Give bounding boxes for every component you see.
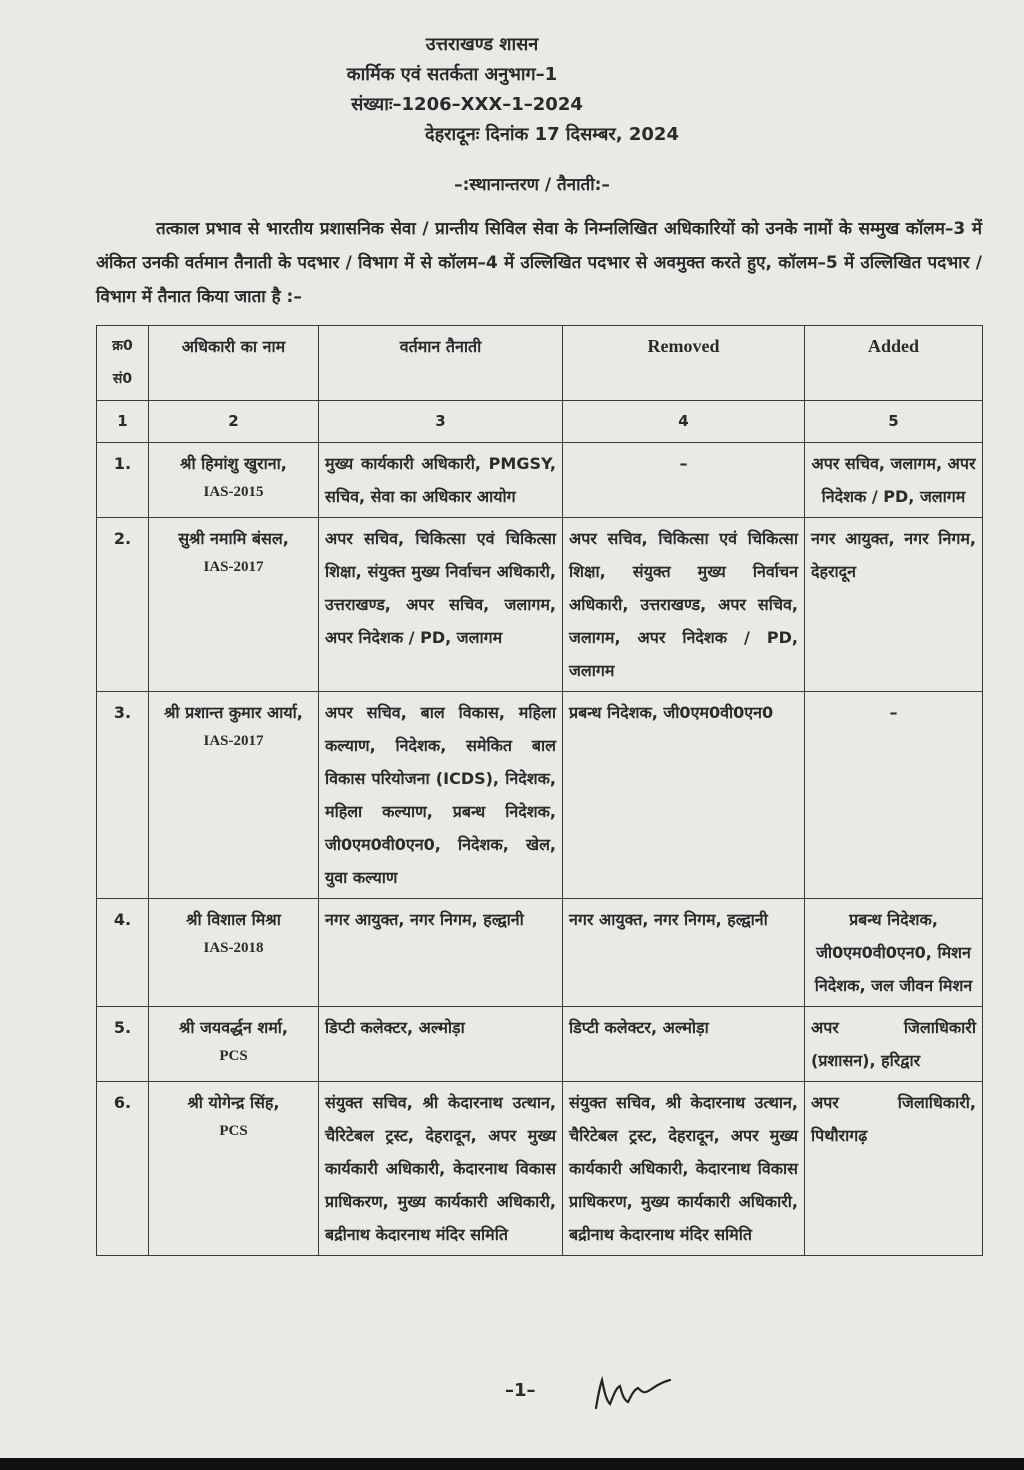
order-number: संख्याः–1206–XXX–1–2024 [351, 94, 583, 115]
serial-number: 1. [97, 443, 149, 518]
document-header [0, 30, 1024, 150]
serial-number: 4. [97, 899, 149, 1007]
table-row [97, 443, 983, 518]
header-officer-name: अधिकारी का नाम [149, 326, 319, 401]
header-removed: Removed [563, 326, 805, 401]
transfer-table [96, 325, 983, 1256]
current-posting: संयुक्त सचिव, श्री केदारनाथ उत्थान, चैरिटेबल ट्रस्ट, देहरादून, अपर मुख्य कार्यकारी अधिकारी, केदारनाथ विकास प्राधिकरण, मुख्य कार्यकारी अधिकारी, बद्रीनाथ केदारनाथ मंदिर समिति [319, 1082, 563, 1256]
table-row [97, 518, 983, 692]
removed-posting: प्रबन्ध निदेशक, जी0एम0वी0एन0 [563, 692, 805, 899]
table-row [97, 1007, 983, 1082]
header-current-posting: वर्तमान तैनाती [319, 326, 563, 401]
removed-posting: अपर सचिव, चिकित्सा एवं चिकित्सा शिक्षा, संयुक्त मुख्य निर्वाचन अधिकारी, उत्तराखण्ड, अपर सचिव, जलागम, अपर निदेशक / PD, जलागम [563, 518, 805, 692]
removed-posting: – [563, 443, 805, 518]
officer-service: PCS [219, 1048, 248, 1064]
officer-service: IAS-2017 [203, 559, 264, 575]
officer-cell [149, 899, 319, 1007]
column-number: 1 [97, 401, 149, 443]
officer-name: श्री हिमांशु खुराना, [180, 454, 287, 473]
government-name: उत्तराखण्ड शासन [425, 34, 539, 55]
header-serial: क्र0 सं0 [97, 326, 149, 401]
serial-number: 5. [97, 1007, 149, 1082]
officer-name: श्री जयवर्द्धन शर्मा, [179, 1018, 288, 1037]
officer-service: IAS-2015 [203, 484, 264, 500]
removed-posting: नगर आयुक्त, नगर निगम, हल्द्वानी [563, 899, 805, 1007]
added-posting: नगर आयुक्त, नगर निगम, देहरादून [805, 518, 983, 692]
current-posting: नगर आयुक्त, नगर निगम, हल्द्वानी [319, 899, 563, 1007]
header-added: Added [805, 326, 983, 401]
added-posting: प्रबन्ध निदेशक, जी0एम0वी0एन0, मिशन निदेशक, जल जीवन मिशन [805, 899, 983, 1007]
intro-paragraph: तत्काल प्रभाव से भारतीय प्रशासनिक सेवा / प्रान्तीय सिविल सेवा के निम्नलिखित अधिकारियों को उनके नामों के सम्मुख कॉलम–3 में अंकित उनकी वर्तमान तैनाती के पदभार / विभाग में से कॉलम–4 में उल्लिखित पदभार से अवमुक्त करते हुए, कॉलम–5 में उल्लिखित पदभार / विभाग में तैनात किया जाता है :– [96, 219, 982, 307]
column-number: 3 [319, 401, 563, 443]
officer-cell [149, 1007, 319, 1082]
subject-line: –:स्थानान्तरण / तैनाती:– [454, 175, 610, 195]
removed-posting: संयुक्त सचिव, श्री केदारनाथ उत्थान, चैरिटेबल ट्रस्ट, देहरादून, अपर मुख्य कार्यकारी अधिकारी, केदारनाथ विकास प्राधिकरण, मुख्य कार्यकारी अधिकारी, बद्रीनाथ केदारनाथ मंदिर समिति [563, 1082, 805, 1256]
current-posting: डिप्टी कलेक्टर, अल्मोड़ा [319, 1007, 563, 1082]
officer-name: श्री विशाल मिश्रा [186, 910, 281, 929]
officer-cell [149, 1082, 319, 1256]
place-date: देहरादूनः दिनांक 17 दिसम्बर, 2024 [425, 124, 679, 145]
table-row [97, 692, 983, 899]
removed-posting: डिप्टी कलेक्टर, अल्मोड़ा [563, 1007, 805, 1082]
bottom-bar [0, 1458, 1024, 1470]
officer-name: श्री योगेन्द्र सिंह, [187, 1093, 280, 1112]
column-number: 4 [563, 401, 805, 443]
added-posting: अपर सचिव, जलागम, अपर निदेशक / PD, जलागम [805, 443, 983, 518]
officer-service: IAS-2018 [203, 940, 264, 956]
added-posting: अपर जिलाधिकारी (प्रशासन), हरिद्वार [805, 1007, 983, 1082]
added-posting: अपर जिलाधिकारी, पिथौरागढ़ [805, 1082, 983, 1256]
serial-number: 3. [97, 692, 149, 899]
officer-name: श्री प्रशान्त कुमार आर्या, [164, 703, 303, 722]
officer-cell [149, 518, 319, 692]
signature-icon [590, 1368, 680, 1418]
department-name: कार्मिक एवं सतर्कता अनुभाग–1 [346, 64, 558, 85]
current-posting: अपर सचिव, चिकित्सा एवं चिकित्सा शिक्षा, संयुक्त मुख्य निर्वाचन अधिकारी, उत्तराखण्ड, अपर सचिव, जलागम, अपर निदेशक / PD, जलागम [319, 518, 563, 692]
officer-cell [149, 443, 319, 518]
table-row [97, 1082, 983, 1256]
column-number-row [97, 401, 983, 443]
officer-name: सुश्री नमामि बंसल, [178, 529, 289, 548]
officer-service: IAS-2017 [203, 733, 264, 749]
current-posting: मुख्य कार्यकारी अधिकारी, PMGSY, सचिव, सेवा का अधिकार आयोग [319, 443, 563, 518]
page-number: –1– [505, 1380, 536, 1401]
table-header-row [97, 326, 983, 401]
column-number: 5 [805, 401, 983, 443]
column-number: 2 [149, 401, 319, 443]
serial-number: 6. [97, 1082, 149, 1256]
serial-number: 2. [97, 518, 149, 692]
officer-cell [149, 692, 319, 899]
added-posting: – [805, 692, 983, 899]
current-posting: अपर सचिव, बाल विकास, महिला कल्याण, निदेशक, समेकित बाल विकास परियोजना (ICDS), निदेशक, महिला कल्याण, प्रबन्ध निदेशक, जी0एम0वी0एन0, निदेशक, खेल, युवा कल्याण [319, 692, 563, 899]
table-row [97, 899, 983, 1007]
officer-service: PCS [219, 1123, 248, 1139]
